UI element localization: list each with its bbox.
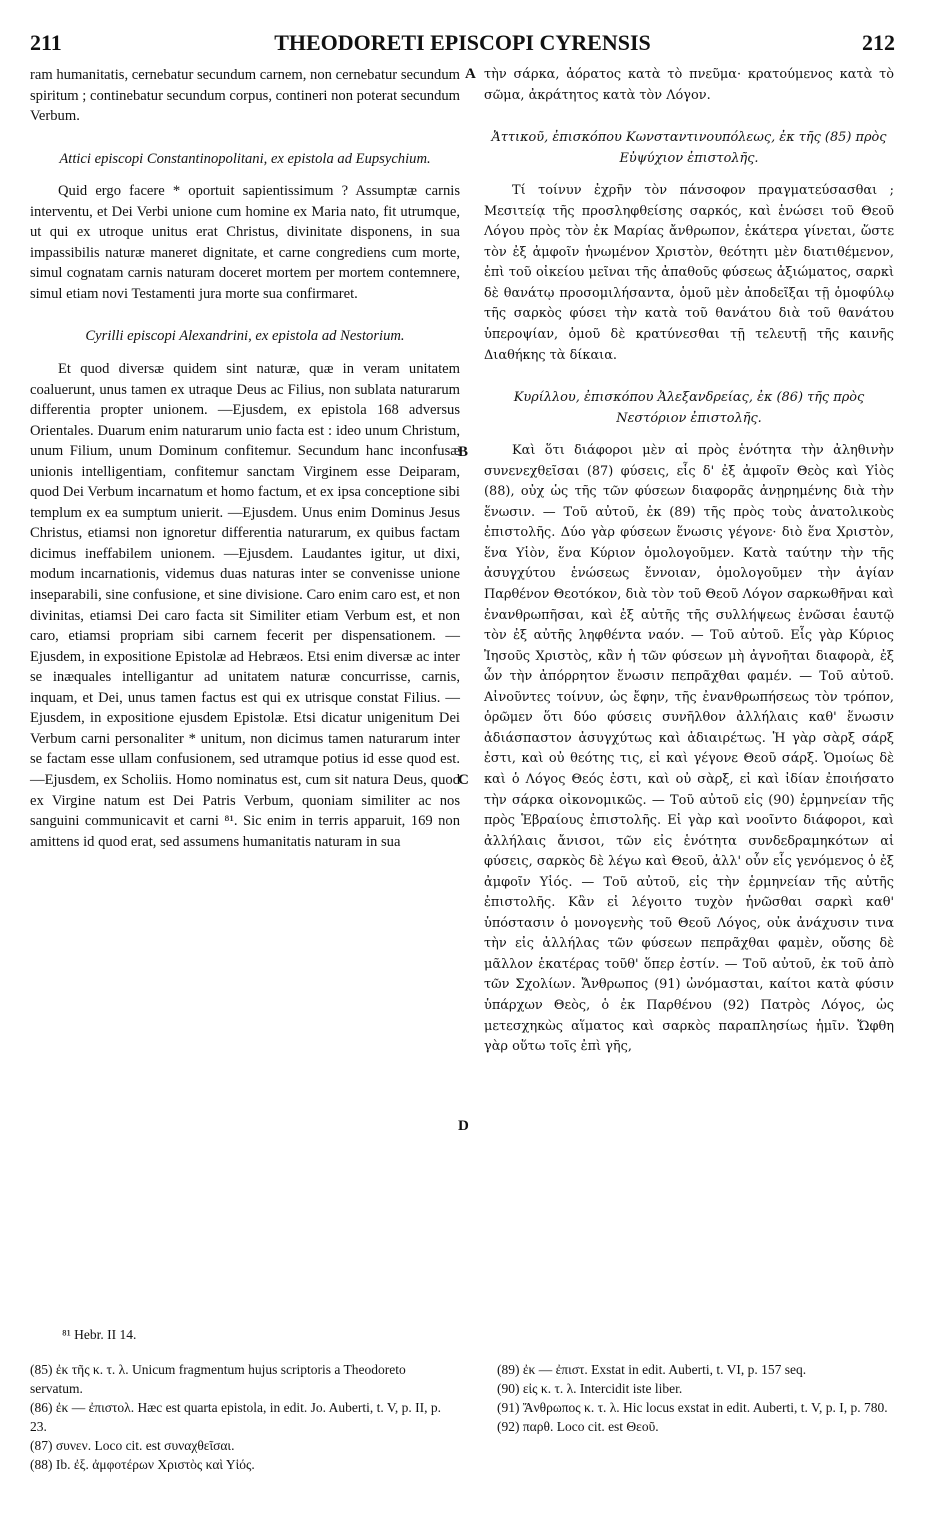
latin-paragraph: Quid ergo facere * oportuit sapientissimum ? Assumptæ carnis interventu, et Dei Verbi unione cum homine ex Maria nato, fit utrumque, ut qui ex utroque unitus erat Christus, divinitate disponens, in sua impassibilis naturæ maneret dignitate, et carne congrediens cum morte, simul cognatam carnis naturam doceret mortem per mortem contemnere, simul etiam novi Testamenti jura morte sua confirmaret. bbox=[30, 183, 460, 302]
greek-paragraph: Καὶ ὅτι διάφοροι μὲν αἱ πρὸς ἑνότητα τὴν ἀληθινὴν συνενεχθεῖσαι (87) φύσεις, εἷς δ' ἐξ ἀμφοῖν Θεὸς καὶ Υἱὸς (88), οὐχ ὡς τῆς τῶν φύσεων διαφορᾶς ἀνῃρημένης διὰ τὴν ἕνωσιν. — Τοῦ αὐτοῦ, ἐκ (89) τῆς πρὸς τοὺς ἀνατολικοὺς ἐπιστολῆς. Δύο γὰρ φύσεων ἕνωσις γέγονε· διὸ ἕνα Χριστὸν, ἕνα Υἱὸν, ἕνα Κύριον ὁμολογοῦμεν. Κατὰ ταύτην τὴν τῆς ἀσυγχύτου ἑνώσεως ἔννοιαν, ὁμολογοῦμεν τὴν ἁγίαν Παρθένον Θεοτόκον, διὰ τὸν τοῦ Θεοῦ Λόγον σαρκωθῆναι καὶ ἐνανθρωπῆσαι, καὶ ἐξ αὐτῆς τῆς συλλήψεως ἑνῶσαι ἑαυτῷ τὸν ἐξ αὐτῆς ληφθέντα ναόν. — Τοῦ αὐτοῦ. Εἷς γὰρ Κύριος Ἰησοῦς Χριστὸς, κἂν ἡ τῶν φύσεων μὴ ἀγνοῆται διαφορὰ, ἐξ ὧν τὴν ἀπόρρητον ἕνωσιν πεπρᾶχθαι φαμέν. — Τοῦ αὐτοῦ. Αἰνοῦντες τοίνυν, ὡς ἔφην, τῆς ἐνανθρωπήσεως τὸν τρόπον, ὁρῶμεν ὅτι δύο φύσεις συνῆλθον ἀλλήλαις καθ' ἕνωσιν ἀδιάσπαστον ἀσυγχύτως καὶ ἀδιαιρέτως. Ἡ γὰρ σὰρξ σάρξ ἐστι, καὶ οὐ θεότης τις, εἰ καὶ γέγονε Θεοῦ σάρξ. Ὁμοίως δὲ καὶ ὁ Λόγος Θεός ἐστι, καὶ οὐ σὰρξ, εἰ καὶ ἰδίαν ἐποιήσατο τὴν σάρκα οἰκονομικῶς. — Τοῦ αὐτοῦ εἰς (90) ἑρμηνείαν τῆς πρὸς Ἑβραίους ἐπιστολῆς. Εἰ γὰρ καὶ νοοῖντο διάφοροι, καὶ ἀλλήλαις ἄνισοι, τῶν εἰς ἑνότητα συνδεδραμηκότων αἱ φύσεις, σαρκὸς δὲ λέγω καὶ Θεοῦ, ἀλλ' οὖν εἷς γενόμενος ὁ ἐξ ἀμφοῖν Υἱός. — Τοῦ αὐτοῦ, εἰς τὴν ἑρμηνείαν τῆς αὐτῆς ἐπιστολῆς. Κἂν εἰ λέγοιτο τυχὸν ἡνῶσθαι σαρκὶ καθ' ὑπόστασιν ὁ μονογενὴς τοῦ Θεοῦ Λόγος, οὐκ ἀνάχυσιν τινα τὴν εἰς ἀλλήλας τῶν φύσεων πεπρᾶχθαι φαμὲν, οὔσης δὲ μᾶλλον ἑκατέρας τοῦθ' ὅπερ ἐστίν. — Τοῦ αὐτοῦ, ἐκ τοῦ ἀπὸ τῶν Σχολίων. Ἄνθρωπος (91) ὠνόμασται, καίτοι κατὰ φύσιν ὑπάρχων Θεὸς, ὁ ἐκ Παρθένου (92) Πατρὸς Λόγος, ὡς μετεσχηκὼς αἵματος καὶ σαρκὸς παραπλησίως ἡμῖν. Ὤφθη γὰρ οὕτω τοῖς ἐπὶ γῆς, bbox=[484, 443, 894, 1055]
footnote: (87) συνεν. Loco cit. est συναχθεῖσαι. bbox=[30, 1438, 235, 1453]
scripture-footnote bbox=[62, 1325, 362, 1344]
greek-paragraph: Τί τοίνυν ἐχρῆν τὸν πάνσοφον πραγματεύσασθαι ; Μεσιτείᾳ τῆς προσληφθείσης σαρκός, καὶ ἑνώσει τοῦ Θεοῦ Λόγου πρὸς τὸν ἐκ Μαρίας ἄνθρωπον, ἑκάτερα γίνεται, ὥστε τὸν ἐξ ἀμφοῖν ἡνωμένον Χριστὸν, θεότητι μὲν διατιθέμενον, ἐπὶ τοῦ οἰκείου μεῖναι τῆς ἀπαθοῦς φύσεως ἀξιώματος, σαρκὶ δὲ θανάτῳ προσομιλήσαντα, ὁμοῦ μὲν ἀποδεῖξαι τῇ ὁμοφύλῳ τῆς σαρκὸς φύσει τὴν κατὰ τοῦ θανάτου διὰ τοῦ θανάτου ὑπεροψίαν, ὁμοῦ δὲ κρατύνεσθαι τῇ τελευτῇ τῆς καινῆς Διαθήκης τὰ δίκαια. bbox=[484, 183, 894, 363]
footnotes-right bbox=[497, 1360, 897, 1436]
margin-letter-c: C bbox=[458, 772, 469, 788]
running-header bbox=[30, 30, 895, 62]
running-title: THEODORETI EPISCOPI CYRENSIS bbox=[274, 30, 651, 55]
footnote: (91) Ἄνθρωπος κ. τ. λ. Hic locus exstat in edit. Auberti, t. V, p. I, p. 780. bbox=[497, 1400, 888, 1415]
page-number-right: 212 bbox=[862, 30, 895, 55]
latin-column bbox=[30, 65, 460, 852]
footnote: (86) ἐκ — ἐπιστολ. Hæc est quarta epistola, in edit. Jo. Auberti, t. V, p. II, p. 23. bbox=[30, 1400, 442, 1434]
footnote: (89) ἐκ — ἐπιστ. Exstat in edit. Auberti, t. VI, p. 157 seq. bbox=[497, 1362, 807, 1377]
page-number-left: 211 bbox=[30, 30, 62, 55]
greek-heading: Ἀττικοῦ, ἐπισκόπου Κωνσταντινουπόλεως, ἐκ τῆς (85) πρὸς Εὐψύχιον ἐπιστολῆς. bbox=[491, 130, 887, 166]
greek-paragraph: τὴν σάρκα, ἀόρατος κατὰ τὸ πνεῦμα· κρατούμενος κατὰ τὸ σῶμα, ἀκράτητος κατὰ τὸν Λόγον. bbox=[484, 67, 894, 103]
footnote: (88) Ib. ἐξ. ἀμφοτέρων Χριστὸς καὶ Υἱός. bbox=[30, 1457, 255, 1472]
latin-paragraph: ram humanitatis, cernebatur secundum carnem, non cernebatur secundum spiritum ; continebatur secundum corpus, contineri non poterat secundum Verbum. bbox=[30, 67, 461, 125]
latin-heading: Cyrilli episcopi Alexandrini, ex epistola ad Nestorium. bbox=[85, 328, 405, 345]
footnote: (92) παρθ. Loco cit. est Θεοῦ. bbox=[497, 1419, 659, 1434]
margin-letter-b: B bbox=[458, 444, 469, 460]
footnotes-left bbox=[30, 1360, 455, 1474]
greek-heading: Κυρίλλου, ἐπισκόπου Ἀλεξανδρείας, ἐκ (86) τῆς πρὸς Νεστόριον ἐπιστολῆς. bbox=[513, 390, 865, 426]
greek-column bbox=[484, 65, 894, 1058]
margin-letter-d: D bbox=[458, 1118, 469, 1134]
footnote: (90) εἰς κ. τ. λ. Intercidit iste liber. bbox=[497, 1381, 683, 1396]
latin-heading: Attici episcopi Constantinopolitani, ex epistola ad Eupsychium. bbox=[59, 150, 431, 167]
margin-letter-a: A bbox=[465, 66, 476, 82]
latin-paragraph: Et quod diversæ quidem sint naturæ, quæ in veram unitatem coaluerunt, unus tamen ex utraque Deus ac Filius, non sublata naturarum differentia propter unionem. —Ejusdem, ex epistola 168 adversus Orientales. Duarum enim naturarum unio facta est : ideo unum Christum, unum Filium, unum Dominum confitemur. Secundum hanc inconfusæ unionis intelligentiam, confitemur sanctam Virginem esse Deiparam, quod Dei Verbum incarnatum et homo factum, et ex ipsa conceptione sibi templum ex ea sumptum unierit. —Ejusdem. Unus enim Dominus Jesus Christus, etiamsi non ignoretur differentia naturarum, ex quibus factam dicimus ineffabilem unionem. —Ejusdem. Laudantes igitur, ut dixi, modum incarnationis, videmus duas naturas inter se convenisse unione inseparabili, sine confusione, et sine divisione. Caro enim caro est, et non divinitas, etiamsi Dei caro facta sit Similiter etiam Verbum est, et non caro, etiamsi propriam sibi carnem fecerit per dispensationem. —Ejusdem, in expositione Epistolæ ad Hebræos. Etsi enim diversæ ac inter se inæquales intelligantur ad unitatem naturæ concurrisse, carnis, inquam, et Dei, unus tamen factus est qui ex utrisque constat Filius. —Ejusdem, in expositione ejusdem Epistolæ. Etsi dicatur unigenitum Dei Verbum carni personaliter * unitum, non dicimus tamen naturarum inter se factam esse ullam confusionem, sed utramque potius id esse quod est. —Ejusdem, ex Scholiis. Homo nominatus est, cum sit natura Deus, quod ex Virgine natum est Dei Patris Verbum, quoniam similiter ac nos sanguini communicavit et carni ⁸¹. Sic enim in terris apparuit, 169 non amittens id quod erat, sed assumens humanitatis naturam in sua bbox=[30, 361, 460, 850]
footnote: (85) ἐκ τῆς κ. τ. λ. Unicum fragmentum hujus scriptoris a Theodoreto servatum. bbox=[30, 1362, 406, 1396]
scripture-reference: ⁸¹ Hebr. II 14. bbox=[62, 1327, 137, 1342]
